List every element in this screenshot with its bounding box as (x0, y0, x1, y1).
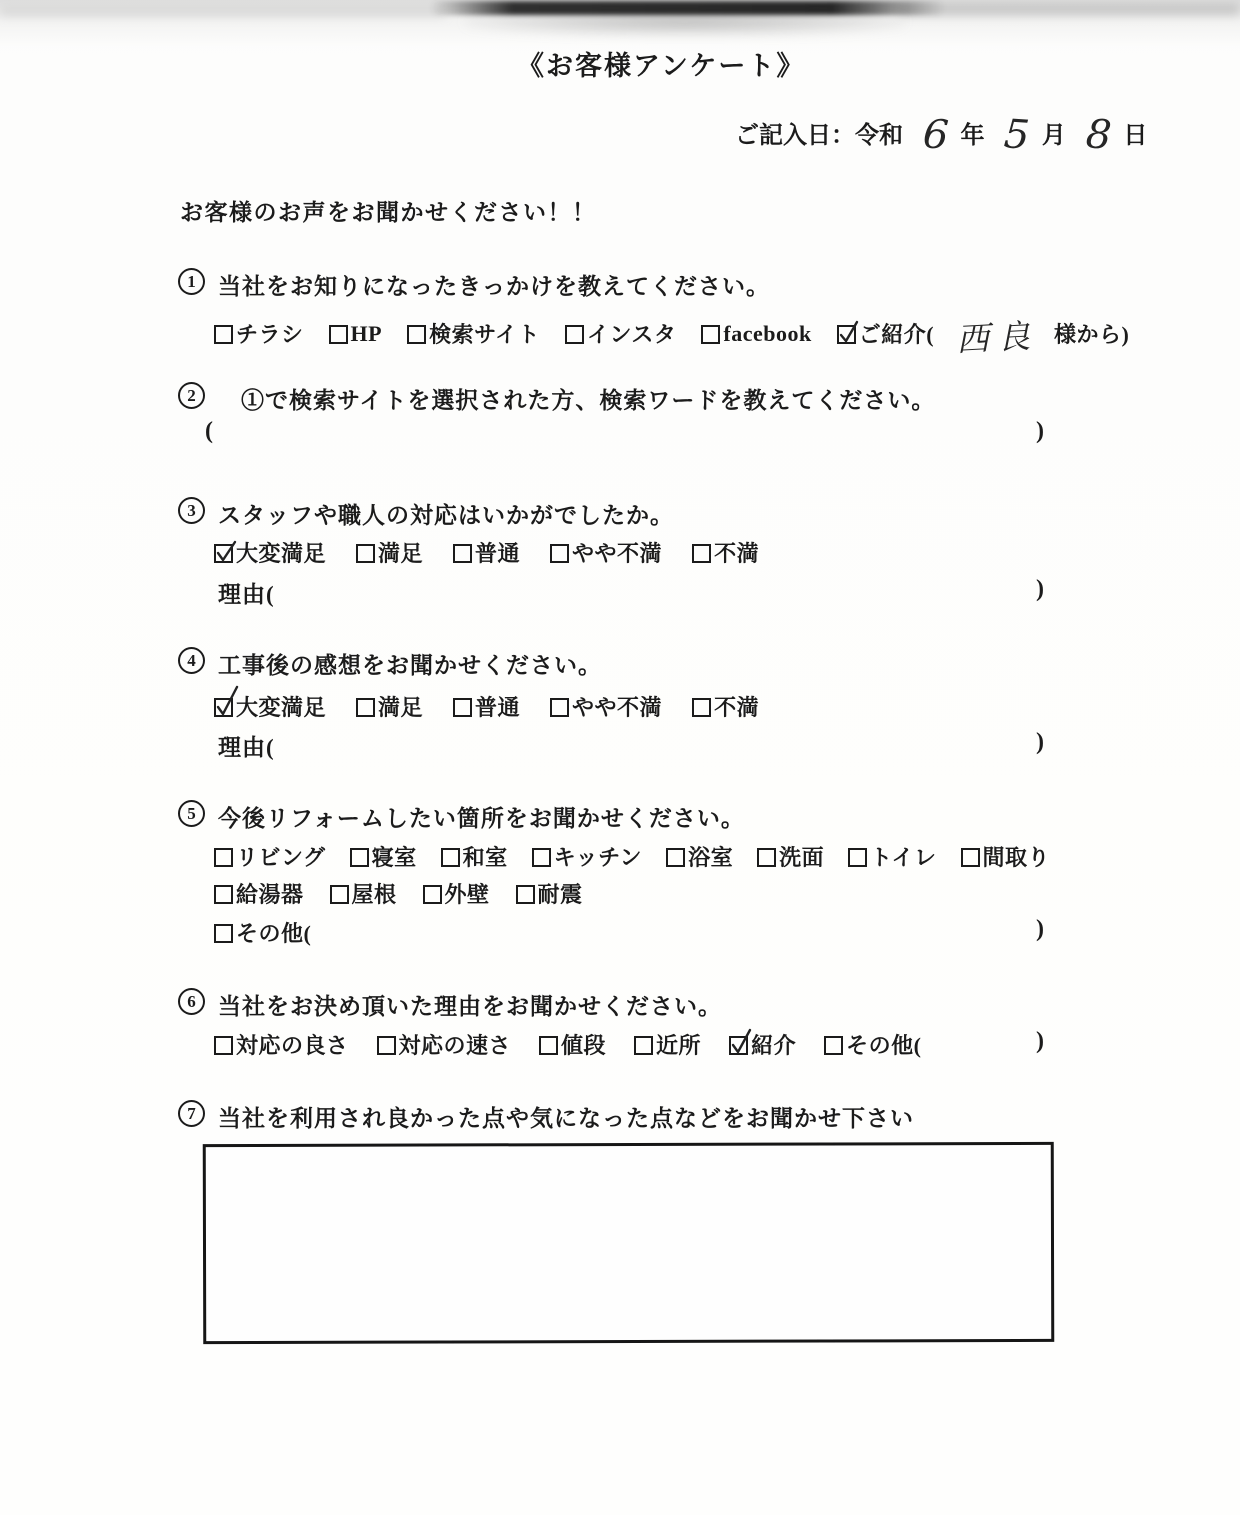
scan-streak-left (0, 7, 445, 16)
question-3-text: スタッフや職人の対応はいかがでしたか。 (218, 503, 674, 528)
checkbox (701, 325, 720, 344)
checkbox (214, 848, 233, 867)
question-6-options (214, 1029, 921, 1060)
q5-option-water-heater (214, 878, 304, 909)
checkbox (961, 848, 980, 867)
checkbox-checked (214, 698, 233, 717)
q4-reason-label: 理由( (218, 735, 275, 760)
option-label: 屋根 (351, 882, 397, 907)
question-1-text: 当社をお知りになったきっかけを教えてください。 (218, 274, 770, 299)
checkmark-icon (215, 683, 241, 717)
option-label: 大変満足 (236, 541, 327, 566)
option-label: リビング (236, 845, 326, 870)
page-title: 《お客様アンケート》 (517, 51, 806, 81)
checkbox (539, 1036, 558, 1055)
option-label: その他( (236, 921, 312, 946)
handwritten-referrer-name: 西良 (955, 315, 1040, 360)
option-label: やや不満 (572, 541, 663, 566)
q7-free-answer-box (203, 1142, 1055, 1344)
q1-option-facebook (701, 321, 811, 347)
question-2-text: ①で検索サイトを選択された方、検索ワードを教えてください。 (241, 388, 936, 413)
option-label: 紹介 (751, 1033, 797, 1058)
q5-option-bedroom (350, 841, 417, 872)
q6-option-nearby (634, 1029, 701, 1060)
question-5-row1 (214, 841, 1050, 872)
q5-option-bathroom (666, 841, 733, 872)
q6-close-paren: ) (1036, 1028, 1044, 1054)
q3-option-satisfied (356, 537, 423, 568)
option-label: 洗面 (779, 845, 825, 870)
q1-option-hp (329, 321, 383, 347)
question-3-options (214, 537, 759, 568)
checkbox (453, 698, 472, 717)
checkbox (550, 698, 569, 717)
option-label: 普通 (475, 541, 521, 566)
option-suffix: 様から) (1054, 322, 1130, 347)
checkbox (330, 885, 349, 904)
checkbox-checked (214, 544, 233, 563)
question-4-text: 工事後の感想をお聞かせください。 (218, 653, 602, 678)
checkbox (377, 1036, 396, 1055)
option-label: キッチン (553, 845, 643, 870)
option-label: 大変満足 (236, 695, 327, 720)
checkbox (329, 325, 348, 344)
date-line (735, 111, 1148, 159)
checkmark-icon (730, 1025, 754, 1055)
checkbox (666, 848, 685, 867)
scan-streak-right (900, 4, 1240, 15)
option-label: その他( (846, 1033, 922, 1058)
q3-reason-close-paren: ) (1036, 576, 1044, 602)
checkbox-checked (729, 1036, 748, 1055)
question-6-number: 6 (178, 988, 205, 1015)
option-label: 耐震 (537, 882, 583, 907)
option-label: 給湯器 (236, 882, 304, 907)
option-label: 普通 (475, 695, 521, 720)
option-label: HP (350, 320, 383, 346)
q1-option-referral (837, 310, 1130, 360)
question-3-number: 3 (178, 497, 205, 524)
option-label: 浴室 (688, 845, 734, 870)
q2-open-paren: ( (205, 418, 213, 444)
checkbox (407, 325, 426, 344)
option-label: 満足 (378, 695, 424, 720)
q4-option-unsatisfied (692, 691, 759, 722)
option-label: 値段 (561, 1033, 607, 1058)
option-label: 対応の良さ (236, 1033, 349, 1058)
question-5-row2 (214, 878, 583, 909)
q3-option-somewhat-unsatisfied (550, 537, 662, 568)
option-label: 間取り (982, 845, 1051, 870)
q6-option-referral (729, 1029, 796, 1060)
question-7-number: 7 (178, 1100, 205, 1127)
q5-option-earthquake (516, 878, 583, 909)
q5-option-madori (961, 841, 1051, 872)
question-4-options (214, 691, 759, 722)
day-unit: 日 (1123, 122, 1148, 149)
checkbox (214, 885, 233, 904)
checkbox (214, 1036, 233, 1055)
q4-option-very-satisfied (214, 691, 326, 722)
checkbox (848, 848, 867, 867)
q5-option-toilet (848, 841, 936, 872)
q5-other-close-paren: ) (1036, 916, 1044, 942)
checkbox (214, 924, 233, 943)
option-label: 対応の速さ (398, 1033, 512, 1058)
question-4-number: 4 (178, 647, 205, 674)
checkmark-icon (838, 316, 862, 344)
question-1-options (214, 310, 1130, 360)
option-label: インスタ (587, 322, 677, 347)
intro-text: お客様のお声をお聞かせください！！ (180, 200, 597, 225)
question-1-number: 1 (178, 268, 205, 295)
q3-option-very-satisfied (214, 537, 326, 568)
option-label: トイレ (870, 845, 937, 870)
checkbox (453, 544, 472, 563)
q4-option-normal (453, 691, 520, 722)
handwritten-year: 6 (921, 111, 951, 159)
checkbox-checked (837, 325, 856, 344)
date-label: ご記入日：令和 (735, 122, 903, 149)
option-label: ご紹介( (858, 322, 935, 347)
q5-option-kitchen (532, 841, 642, 872)
q5-option-roof (330, 878, 397, 909)
q4-option-somewhat-unsatisfied (550, 691, 662, 722)
option-label: 近所 (656, 1033, 702, 1058)
scan-dark-streak (430, 1, 945, 15)
q1-option-search-site (407, 318, 540, 349)
question-7-text: 当社を利用され良かった点や気になった点などをお聞かせ下さい (218, 1106, 914, 1131)
q6-option-fast-response (377, 1029, 512, 1060)
option-label: 不満 (714, 541, 760, 566)
checkbox (692, 698, 711, 717)
option-label: チラシ (236, 322, 304, 347)
question-5-other (214, 917, 311, 948)
checkmark-icon (215, 535, 239, 563)
checkbox (824, 1036, 843, 1055)
checkbox (692, 544, 711, 563)
option-label: 満足 (378, 541, 424, 566)
q5-option-washitsu (441, 841, 508, 872)
q3-option-unsatisfied (692, 537, 759, 568)
option-label: やや不満 (572, 695, 663, 720)
q4-reason-close-paren: ) (1036, 729, 1044, 755)
option-label: 不満 (714, 695, 760, 720)
checkbox (757, 848, 776, 867)
q4-option-satisfied (356, 691, 423, 722)
q5-option-outer-wall (423, 878, 490, 909)
q1-option-chirashi (214, 318, 304, 349)
q5-option-washbasin (757, 841, 824, 872)
q6-option-price (539, 1029, 606, 1060)
checkbox (214, 325, 233, 344)
option-label: facebook (723, 320, 812, 346)
q6-option-other (824, 1029, 921, 1060)
checkbox (356, 544, 375, 563)
q5-option-other (214, 917, 311, 948)
q3-option-normal (453, 537, 520, 568)
option-label: 外壁 (444, 882, 490, 907)
year-unit: 年 (960, 122, 985, 149)
q1-option-insta (565, 318, 676, 349)
option-label: 和室 (462, 845, 508, 870)
question-5-text: 今後リフォームしたい箇所をお聞かせください。 (218, 806, 745, 831)
option-label: 検索サイト (429, 322, 541, 347)
checkbox (356, 698, 375, 717)
handwritten-day: 8 (1084, 111, 1113, 159)
q5-option-living (214, 841, 326, 872)
question-5-number: 5 (178, 800, 205, 827)
q6-option-good-response (214, 1029, 349, 1060)
question-6-text: 当社をお決め頂いた理由をお聞かせください。 (218, 994, 722, 1019)
checkbox (532, 848, 551, 867)
checkbox (350, 848, 369, 867)
q3-reason-label: 理由( (218, 582, 275, 607)
question-2-number: 2 (178, 382, 205, 409)
checkbox (441, 848, 460, 867)
checkbox (550, 544, 569, 563)
option-label: 寝室 (371, 845, 417, 870)
checkbox (423, 885, 442, 904)
checkbox (634, 1036, 653, 1055)
checkbox (565, 325, 584, 344)
handwritten-month: 5 (1002, 111, 1032, 159)
checkbox (516, 885, 535, 904)
q2-close-paren: ) (1036, 418, 1044, 444)
month-unit: 月 (1041, 122, 1066, 149)
